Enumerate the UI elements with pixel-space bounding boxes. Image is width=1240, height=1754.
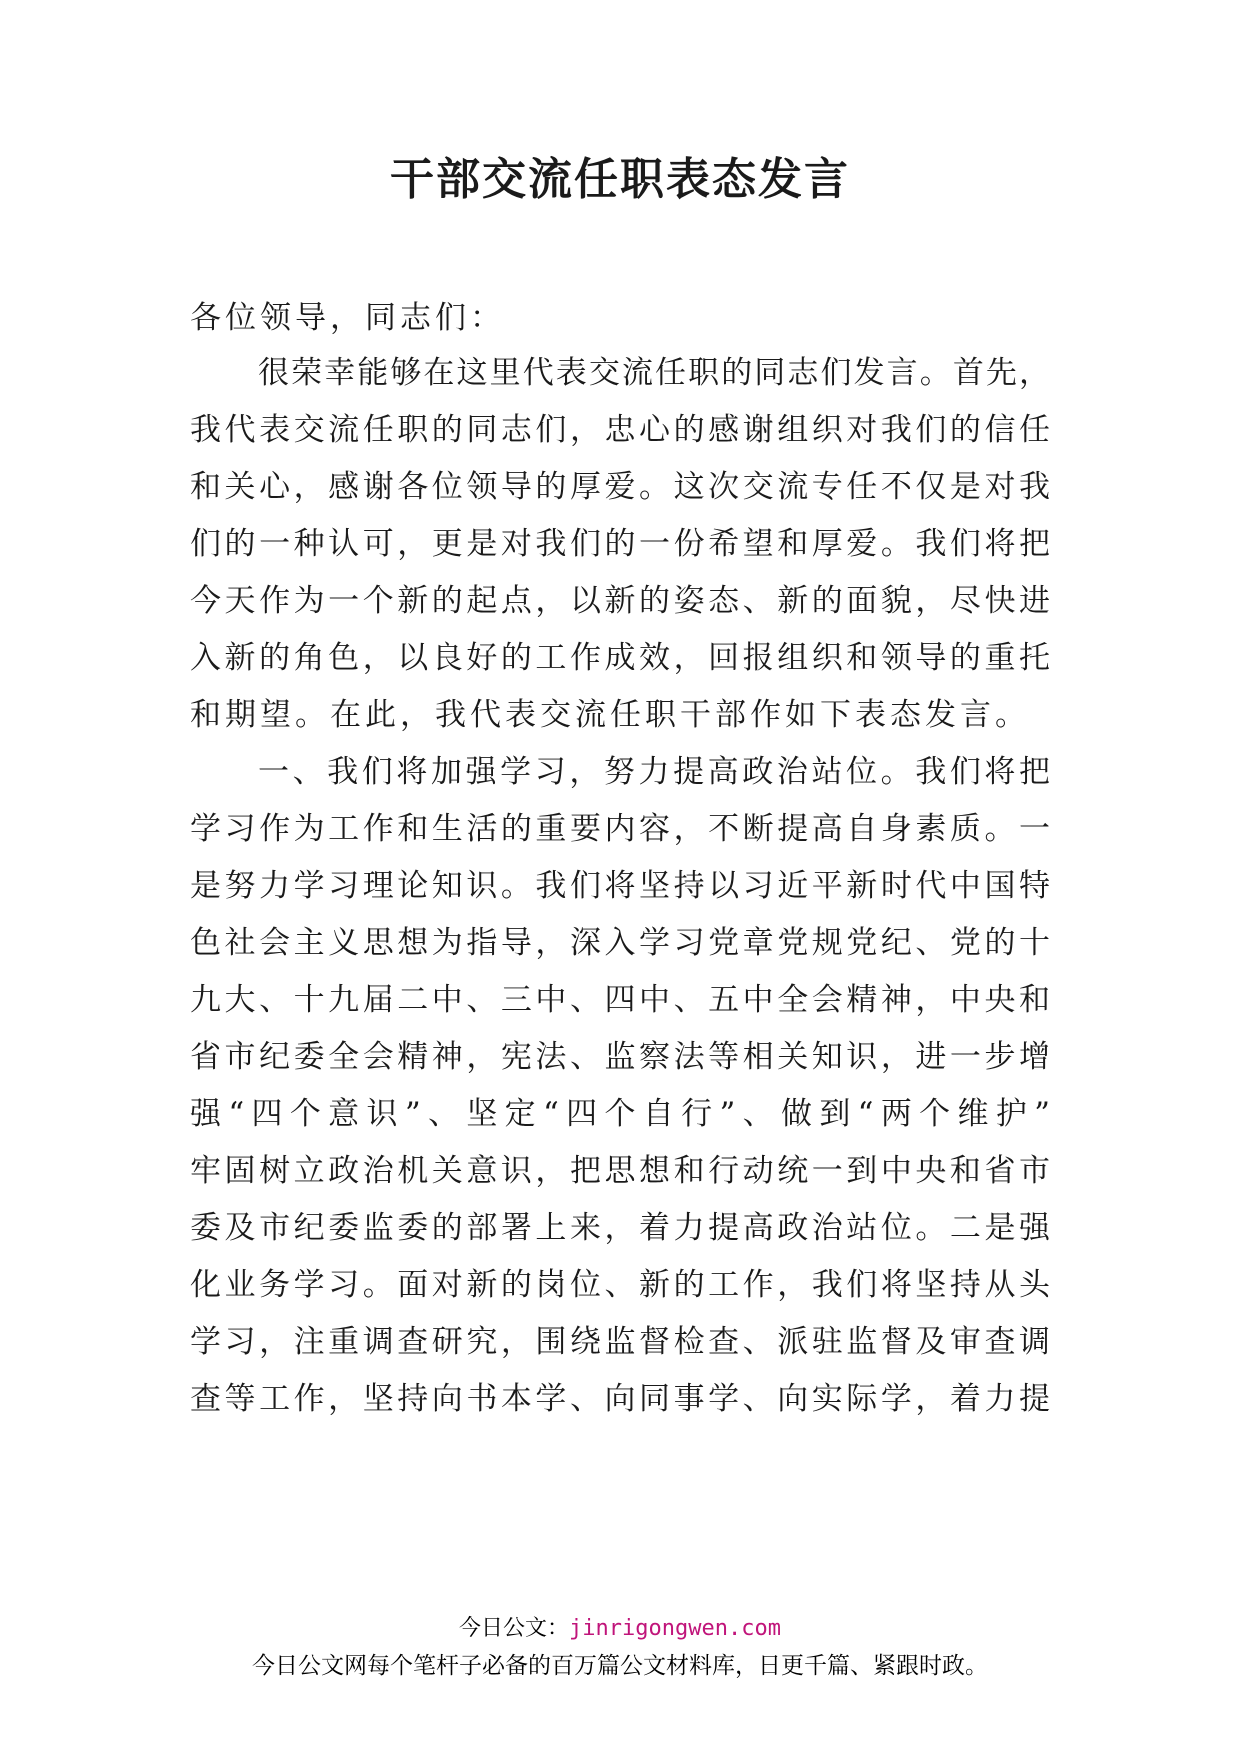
body-line: 色社会主义思想为指导，深入学习党章党规党纪、党的十 bbox=[190, 925, 1050, 961]
body-line: 学习作为工作和生活的重要内容，不断提高自身素质。一 bbox=[190, 811, 1050, 847]
body-line: 和关心，感谢各位领导的厚爱。这次交流专任不仅是对我 bbox=[190, 469, 1050, 505]
document-title: 干部交流任职表态发言 bbox=[390, 154, 850, 205]
body-line: 很荣幸能够在这里代表交流任职的同志们发言。首先， bbox=[258, 355, 1050, 391]
footer-source-label: 今日公文： bbox=[459, 1616, 570, 1641]
footer-source bbox=[0, 1614, 1240, 1644]
body-line: 牢固树立政治机关意识，把思想和行动统一到中央和省市 bbox=[190, 1153, 1050, 1189]
body-line: 查等工作，坚持向书本学、向同事学、向实际学，着力提 bbox=[190, 1381, 1050, 1417]
body-line: 强“四个意识”、坚定“四个自行”、做到“两个维护” bbox=[190, 1096, 1050, 1132]
body-line: 委及市纪委监委的部署上来，着力提高政治站位。二是强 bbox=[190, 1210, 1050, 1246]
body-line: 和期望。在此，我代表交流任职干部作如下表态发言。 bbox=[190, 697, 1030, 733]
footer-slogan: 今日公文网每个笔杆子必备的百万篇公文材料库，日更千篇、紧跟时政。 bbox=[252, 1653, 988, 1679]
greeting: 各位领导，同志们： bbox=[190, 300, 505, 336]
body-line: 省市纪委全会精神，宪法、监察法等相关知识，进一步增 bbox=[190, 1039, 1050, 1075]
body-line: 们的一种认可，更是对我们的一份希望和厚爱。我们将把 bbox=[190, 526, 1050, 562]
body-line: 我代表交流任职的同志们，忠心的感谢组织对我们的信任 bbox=[190, 412, 1050, 448]
footer-source-link[interactable]: jinrigongwen.com bbox=[569, 1616, 781, 1641]
body-line: 今天作为一个新的起点，以新的姿态、新的面貌，尽快进 bbox=[190, 583, 1050, 619]
body-line: 九大、十九届二中、三中、四中、五中全会精神，中央和 bbox=[190, 982, 1050, 1018]
body-line: 化业务学习。面对新的岗位、新的工作，我们将坚持从头 bbox=[190, 1267, 1050, 1303]
body-line: 一、我们将加强学习，努力提高政治站位。我们将把 bbox=[258, 754, 1050, 790]
body-line: 是努力学习理论知识。我们将坚持以习近平新时代中国特 bbox=[190, 868, 1050, 904]
body-line: 入新的角色，以良好的工作成效，回报组织和领导的重托 bbox=[190, 640, 1050, 676]
body-line: 学习，注重调查研究，围绕监督检查、派驻监督及审查调 bbox=[190, 1324, 1050, 1360]
